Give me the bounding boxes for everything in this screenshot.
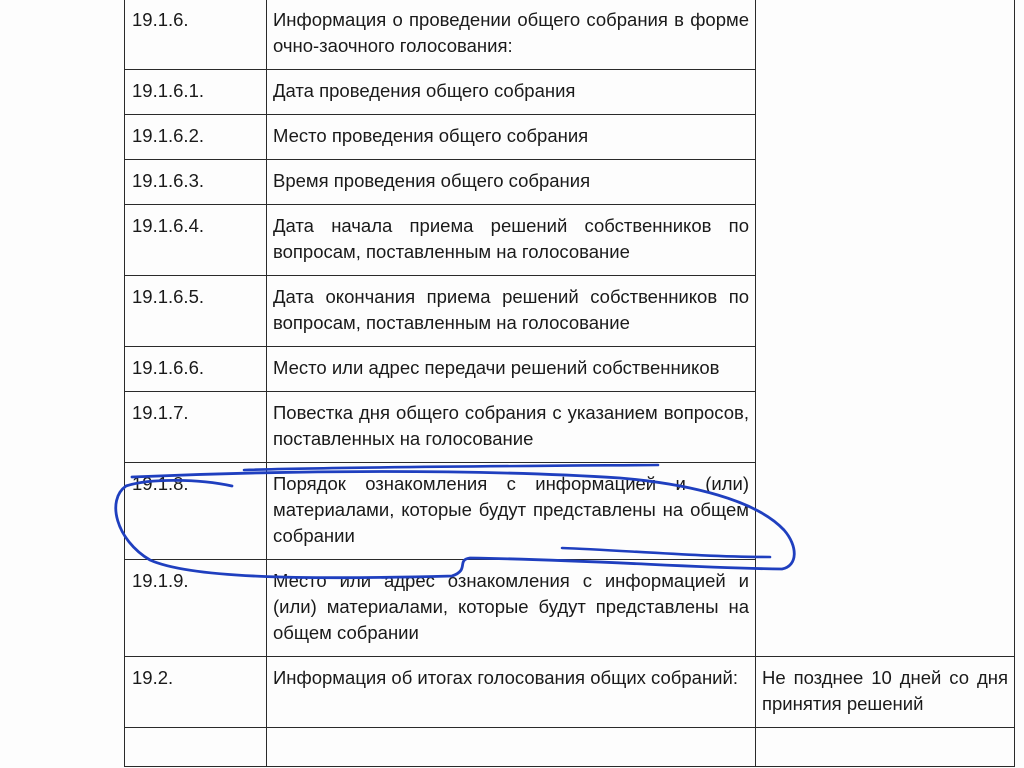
row-description: Дата проведения общего собрания (267, 70, 756, 115)
table-row (125, 70, 1015, 115)
row-term: Не позднее 10 дней со дня принятия решений (756, 657, 1015, 728)
row-description: Информация о проведении общего собрания в форме очно-заочного голосования: (267, 0, 756, 70)
row-number (125, 728, 267, 767)
row-number: 19.1.9. (125, 560, 267, 657)
row-description: Дата окончания приема решений собственников по вопросам, поставленным на голосование (267, 276, 756, 347)
row-number: 19.1.6.3. (125, 160, 267, 205)
row-term (756, 276, 1015, 347)
table-row (125, 160, 1015, 205)
row-number: 19.1.6.2. (125, 115, 267, 160)
table-row (125, 347, 1015, 392)
row-term (756, 560, 1015, 657)
table-row (125, 115, 1015, 160)
table-row (125, 728, 1015, 767)
row-number: 19.1.6. (125, 0, 267, 70)
row-description: Место или адрес ознакомления с информацией и (или) материалами, которые будут представлены на общем собрании (267, 560, 756, 657)
row-description: Дата начала приема решений собственников по вопросам, поставленным на голосование (267, 205, 756, 276)
row-term (756, 347, 1015, 392)
table-row (125, 657, 1015, 728)
row-term (756, 115, 1015, 160)
disclosure-table (124, 0, 1015, 767)
row-number: 19.1.7. (125, 392, 267, 463)
row-term (756, 392, 1015, 463)
row-description: Повестка дня общего собрания с указанием вопросов, поставленных на голосование (267, 392, 756, 463)
row-description: Место или адрес передачи решений собственников (267, 347, 756, 392)
table-row (125, 560, 1015, 657)
row-description: Время проведения общего собрания (267, 160, 756, 205)
row-description (267, 728, 756, 767)
row-term (756, 0, 1015, 70)
row-term (756, 70, 1015, 115)
row-number: 19.1.6.4. (125, 205, 267, 276)
row-description: Информация об итогах голосования общих собраний: (267, 657, 756, 728)
table-row (125, 276, 1015, 347)
table-row-highlighted (125, 463, 1015, 560)
row-number: 19.1.6.1. (125, 70, 267, 115)
row-number: 19.2. (125, 657, 267, 728)
table-row (125, 392, 1015, 463)
row-term (756, 160, 1015, 205)
table-row (125, 0, 1015, 70)
row-description: Место проведения общего собрания (267, 115, 756, 160)
table-row (125, 205, 1015, 276)
row-term (756, 205, 1015, 276)
row-number: 19.1.8. (125, 463, 267, 560)
row-description: Порядок ознакомления с информацией и (или) материалами, которые будут представлены на общем собрании (267, 463, 756, 560)
row-term (756, 728, 1015, 767)
row-number: 19.1.6.5. (125, 276, 267, 347)
row-term (756, 463, 1015, 560)
row-number: 19.1.6.6. (125, 347, 267, 392)
